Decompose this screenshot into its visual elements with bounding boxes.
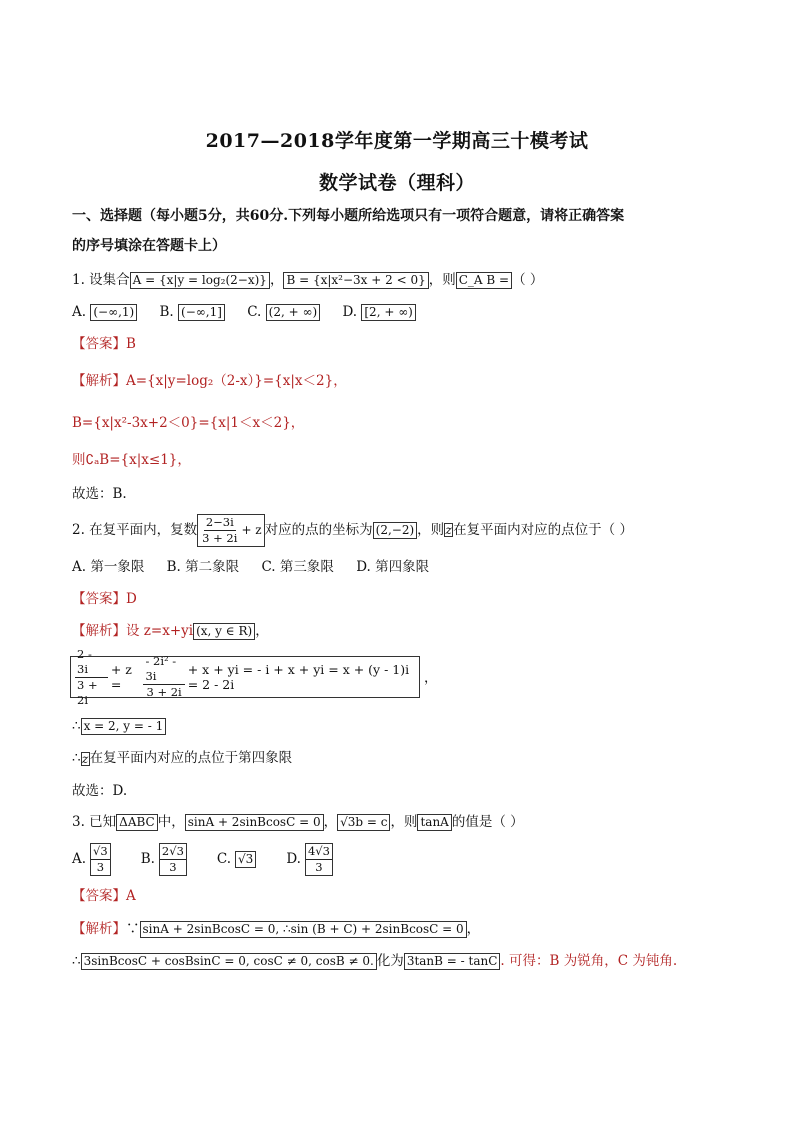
q2-analysis-box: (x, y ∈ R) xyxy=(193,623,255,640)
q3-analysis-box-3: 3tanB = - tanC xyxy=(404,953,501,970)
q3-triangle: ΔABC xyxy=(116,814,158,831)
q1-complement: C_A B = xyxy=(456,272,512,289)
q3-condition-2: √3b = c xyxy=(337,814,390,831)
q2-equation-box: $\frac{2 - 3i}{3 + 2i}$ + z = $\frac{\text{- 2i² - 3i}}{3 + 2i}$ + x + yi = - i + x + yi = x + (y - 1)i = 2 - 2i xyxy=(70,656,420,698)
q2-option-a: A. 第一象限 xyxy=(72,559,145,575)
q2-therefore-2: ∴z在复平面内对应的点位于第四象限 xyxy=(72,750,293,766)
q2-equation-comma: ， xyxy=(424,670,438,686)
q2-therefore-1: ∴ x = 2, y = - 1 xyxy=(72,717,166,735)
q1-analysis-1: 【解析】A={x|y=log₂（2-x）}={x|x＜2}， xyxy=(72,373,347,389)
q2-tail2: 在复平面内对应的点位于（ ） xyxy=(453,522,633,538)
q3-options: A. $\frac{√3}{3}$ B. $\frac{2√3}{3}$ C. √3 D. $\frac{4√3}{3}$ xyxy=(72,838,333,880)
q1-option-b: B. (−∞,1] xyxy=(160,304,225,320)
q2-eq-frac-2: $\frac{\text{- 2i² - 3i}}{3 + 2i}$ xyxy=(143,654,184,700)
q2-option-c: C. 第三象限 xyxy=(261,559,334,575)
q1-set-a: A = {x|y = log₂(2−x)} xyxy=(130,272,270,289)
q3-analysis-1: 【解析】∵ sinA + 2sinBcosC = 0, ∴sin (B + C) + 2sinBcosC = 0 ， xyxy=(72,921,481,937)
exam-title: 2017—2018学年度第一学期高三十模考试 xyxy=(205,130,589,152)
q2-therefore-box: x = 2, y = - 1 xyxy=(81,718,167,735)
q1-options xyxy=(72,303,434,321)
q2-fraction: $\frac{2-3i}{3 + 2i}$ xyxy=(202,514,238,545)
q2-answer-value: D xyxy=(126,591,137,607)
z-conjugate-symbol: z xyxy=(445,523,452,537)
q2-expr-box: $\frac{2-3i}{3 + 2i}$ + z xyxy=(197,514,264,547)
q2-prefix: 2. 在复平面内，复数 xyxy=(72,522,198,538)
q3-option-a: $\frac{√3}{3}$ xyxy=(90,843,111,876)
q3-target: tanA xyxy=(417,814,451,831)
q2-answer-tag: 【答案】 xyxy=(72,591,126,607)
q3-option-c: √3 xyxy=(235,851,256,868)
q3-analysis-box: sinA + 2sinBcosC = 0, ∴sin (B + C) + 2sinBcosC = 0 xyxy=(140,921,467,938)
q1-stem xyxy=(72,271,543,289)
q2-tail: ，则 xyxy=(417,522,445,538)
z-conjugate-symbol: z xyxy=(81,751,89,766)
q1-answer xyxy=(72,335,136,353)
q2-option-b: B. 第二象限 xyxy=(166,559,240,575)
q1-then: ，则 xyxy=(428,272,456,288)
exam-subtitle: 数学试卷（理科） xyxy=(318,172,475,194)
q3-condition-1: sinA + 2sinBcosC = 0 xyxy=(185,814,324,831)
q3-option-d: $\frac{4√3}{3}$ xyxy=(305,843,333,876)
q2-analysis-1: 【解析】设 z=x+yi (x, y ∈ R) ， xyxy=(72,623,269,639)
q2-stem xyxy=(72,512,633,548)
q1-set-b: B = {x|x²−3x + 2 < 0} xyxy=(283,272,428,289)
q1-prefix: 1. 设集合 xyxy=(72,272,130,288)
q2-mid: 对应的点的坐标为 xyxy=(264,522,373,538)
q2-coordinate: (2,−2) xyxy=(373,522,418,539)
q1-option-c: C. (2, + ∞) xyxy=(247,304,320,320)
section-heading-line1: 一、选择题（每小题5分，共60分.下列每小题所给选项只有一项符合题意，请将正确答案 xyxy=(72,208,625,224)
q1-conclusion: 故选：B. xyxy=(72,486,127,502)
q2-option-d: D. 第四象限 xyxy=(356,559,430,575)
q1-option-a: A. (−∞,1) xyxy=(72,304,137,320)
q3-analysis-2: ∴ 3sinBcosC + cosBsinC = 0, cosC ≠ 0, cosB ≠ 0. 化为 3tanB = - tanC . 可得：B 为锐角，C 为钝角. xyxy=(72,953,678,969)
q3-stem: 3. 已知 ΔABC 中， sinA + 2sinBcosC = 0 ， √3b = c ，则 tanA 的值是（ ） xyxy=(72,814,524,830)
q1-sep: ， xyxy=(269,272,284,288)
q2-answer xyxy=(72,590,137,608)
q1-analysis-2: B={x|x²-3x+2＜0}={x|1＜x＜2}， xyxy=(72,415,305,431)
q1-option-d: D. [2, + ∞) xyxy=(342,304,415,320)
q2-analysis-tag: 【解析】 xyxy=(72,623,126,639)
q3-analysis-box-2: 3sinBcosC + cosBsinC = 0, cosC ≠ 0, cosB ≠ 0. xyxy=(81,953,377,970)
q3-answer-value: A xyxy=(126,888,136,904)
q1-answer-tag: 【答案】 xyxy=(72,336,126,352)
section-heading-line2: 的序号填涂在答题卡上） xyxy=(72,238,226,254)
q3-analysis-tag: 【解析】 xyxy=(72,921,126,937)
q1-analysis-tag: 【解析】 xyxy=(72,373,126,389)
q2-conclusion: 故选：D. xyxy=(72,783,128,799)
q1-answer-value: B xyxy=(126,336,136,352)
q3-answer-tag: 【答案】 xyxy=(72,888,126,904)
q3-answer xyxy=(72,887,136,905)
q2-options xyxy=(72,558,447,576)
q2-eq-frac-1: $\frac{2 - 3i}{3 + 2i}$ xyxy=(75,647,108,708)
q1-analysis-3: 则∁ₐB={x|x≤1}， xyxy=(72,452,191,468)
q1-paren: （ ） xyxy=(512,272,544,288)
q3-option-b: $\frac{2√3}{3}$ xyxy=(159,843,187,876)
